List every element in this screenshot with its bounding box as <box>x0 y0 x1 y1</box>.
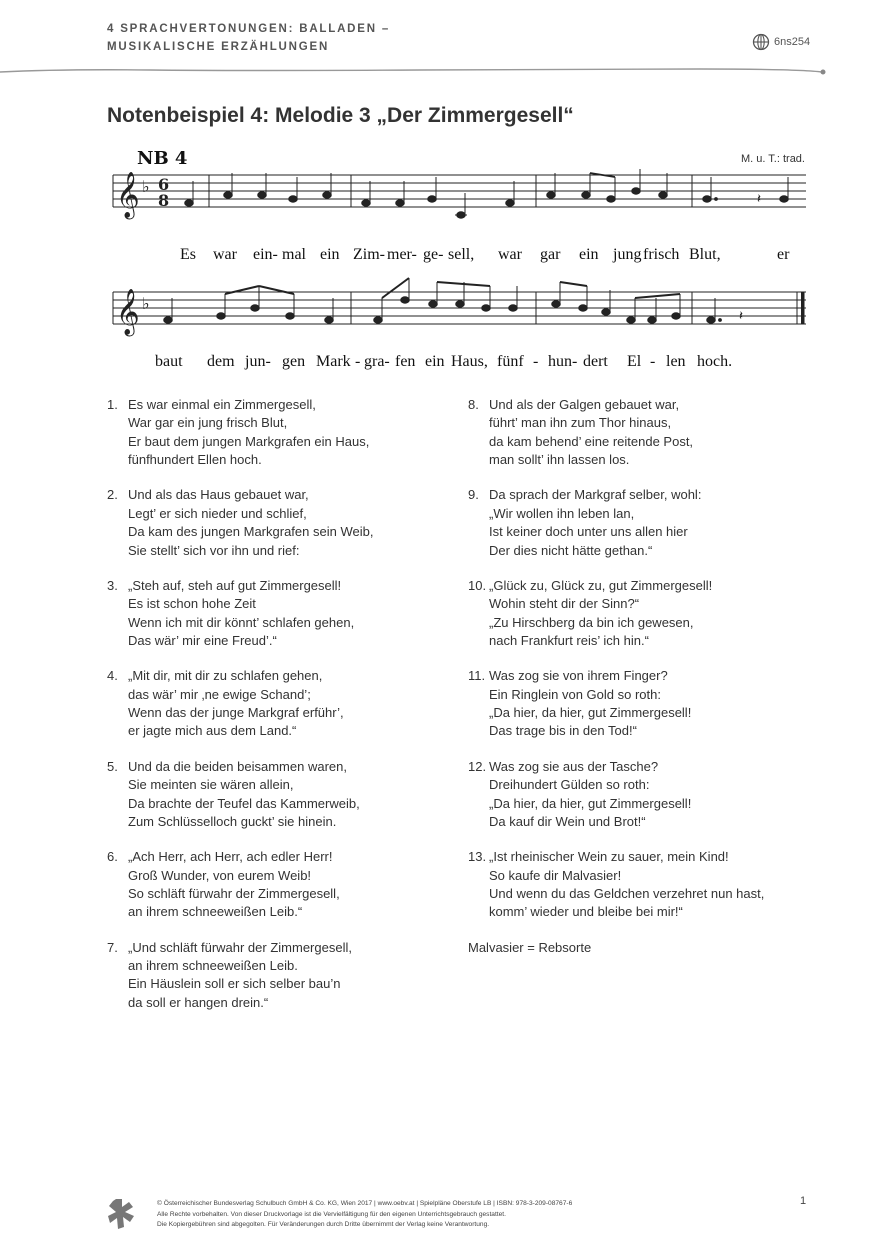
verse-line: Ist keiner doch unter uns allen hier <box>489 524 688 540</box>
lyric: - <box>533 353 539 370</box>
verse <box>107 848 373 922</box>
lyric: len <box>666 353 686 370</box>
footer-line-1: © Österreichischer Bundesverlag Schulbuch GmbH & Co. KG, Wien 2017 | www.oebv.at | Spielpläne Oberstufe LB | ISBN: 978-3-209-08767-6 <box>157 1200 573 1207</box>
verse <box>107 396 373 470</box>
verse-line: „Und schläft fürwahr der Zimmergesell, <box>128 939 352 955</box>
verse-number: 2. <box>107 487 118 503</box>
verse-line: So kaufe dir Malvasier! <box>489 867 622 883</box>
lyric: fen <box>395 353 416 370</box>
verse-line: Da kauf dir Wein und Brot!“ <box>489 813 646 829</box>
lyric: er <box>777 246 790 263</box>
verse-line: Was zog sie aus der Tasche? <box>489 758 659 774</box>
footer-copyright <box>157 1199 572 1231</box>
verse-line: Das trage bis in den Tod!“ <box>489 723 637 739</box>
verse <box>107 577 373 651</box>
music-score <box>0 0 890 400</box>
verse-line: nach Frankfurt reis’ ich hin.“ <box>489 633 649 649</box>
verse-line: führt’ man ihn zum Thor hinaus, <box>489 415 672 431</box>
flat-2: ♭ <box>142 294 150 313</box>
header-line-2: MUSIKALISCHE ERZÄHLUNGEN <box>107 41 330 53</box>
verse-number: 6. <box>107 849 118 865</box>
verse-line: da soll er hangen drein.“ <box>128 994 269 1010</box>
lyric: dem <box>207 353 235 370</box>
lyric: frisch <box>643 246 680 263</box>
lyric: war <box>498 246 522 263</box>
verse-line: Ein Häuslein soll er sich selber bau’n <box>128 976 341 992</box>
lyric: war <box>213 246 237 263</box>
verse-line: So schläft fürwahr der Zimmergesell, <box>128 885 340 901</box>
staff-1 <box>113 175 806 207</box>
verse-line: Er baut dem jungen Markgrafen ein Haus, <box>128 433 370 449</box>
verse-line: Zum Schlüsselloch guckt’ sie hinein. <box>128 813 337 829</box>
verse-line: Wenn das der junge Markgraf erführ’, <box>128 705 344 721</box>
verse-line: Da kam des jungen Markgrafen sein Weib, <box>128 524 374 540</box>
verse-line: Dreihundert Gülden so roth: <box>489 777 650 793</box>
verse-line: Und als das Haus gebauet war, <box>128 487 309 503</box>
verse <box>468 396 764 470</box>
lyric: fünf <box>497 353 524 370</box>
score-label: NB 4 <box>137 148 188 169</box>
lyric: jung <box>613 246 642 263</box>
verse-number: 12. <box>468 758 487 774</box>
lyric: Mark <box>316 353 351 370</box>
verse-line: „Mit dir, mit dir zu schlafen gehen, <box>128 668 323 684</box>
lyric: hoch. <box>697 353 733 370</box>
verse-line: Es war einmal ein Zimmergesell, <box>128 397 316 412</box>
lyric: El <box>627 353 642 370</box>
verse-line: Groß Wunder, von eurem Weib! <box>128 867 312 883</box>
lyric: Es <box>180 246 196 263</box>
lyric: dert <box>583 353 608 370</box>
header-line-1: 4 SPRACHVERTONUNGEN: BALLADEN – <box>107 23 391 35</box>
verse-number: 8. <box>468 397 479 412</box>
verse-line: Und wenn du das Geldchen verzehret nun hast, <box>489 885 765 901</box>
lyric: hun- <box>548 353 578 370</box>
verse-line: komm’ wieder und bleibe bei mir!“ <box>489 904 683 920</box>
verse-line: Das wär’ mir eine Freud’.“ <box>128 633 277 649</box>
verse-line: an ihrem schneeweißen Leib. <box>128 957 298 973</box>
verse <box>107 758 373 832</box>
footer-line-2: Alle Rechte vorbehalten. Von dieser Druckvorlage ist die Vervielfältigung für den eigenen Unterrichtsgebrauch gestattet. <box>157 1210 506 1218</box>
verse <box>468 577 764 651</box>
verse-line: man sollt’ ihn lassen los. <box>489 452 630 468</box>
verse-line: fünfhundert Ellen hoch. <box>128 452 262 468</box>
lyric: ein <box>579 246 599 263</box>
lyric: jun- <box>245 353 271 370</box>
verse-line: er jagte mich aus dem Land.“ <box>128 723 297 739</box>
verse-line: da kam behend’ eine reitende Post, <box>489 433 694 449</box>
verse <box>468 486 764 560</box>
lyric: ge- <box>423 246 444 263</box>
verse-line: „Wir wollen ihn leben lan, <box>489 505 635 521</box>
verses-right <box>468 396 764 957</box>
footer-line-3: Die Kopiergebühren sind abgegolten. Für Veränderungen durch Dritte übernimmt der Verlag keine Verantwortung. <box>157 1221 490 1228</box>
flat-1: ♭ <box>142 177 150 196</box>
verse-line: Wenn ich mit dir könnt’ schlafen gehen, <box>128 614 355 630</box>
lyric: gen <box>282 353 306 370</box>
verse-number: 5. <box>107 758 118 774</box>
rest-1: 𝄽 <box>757 192 761 207</box>
lyric: mer- <box>387 246 417 263</box>
time-top: 6 <box>158 175 170 194</box>
publisher-logo-icon <box>107 1197 139 1231</box>
lyric: ein <box>320 246 340 263</box>
verse-number: 4. <box>107 668 118 684</box>
page-number: 1 <box>800 1195 807 1207</box>
lyric: Blut, <box>689 246 721 263</box>
score-credit: M. u. T.: trad. <box>741 153 805 165</box>
lyric: ein <box>425 353 445 370</box>
treble-clef-2: 𝄞 <box>116 289 140 335</box>
lyric: ein- <box>253 246 278 263</box>
verse-line: Legt’ er sich nieder und schlief, <box>128 505 307 521</box>
footnote: Malvasier = Rebsorte <box>468 939 592 955</box>
verse-line: das wär’ mir ‚ne ewige Schand’; <box>128 686 311 702</box>
staff-2 <box>113 292 806 324</box>
web-code-label: 6ns254 <box>774 36 811 48</box>
time-bottom: 8 <box>158 191 170 210</box>
verse-line: Da brachte der Teufel das Kammerweib, <box>128 795 360 811</box>
lyric: baut <box>155 353 183 370</box>
verse <box>107 939 373 1013</box>
verse-number: 9. <box>468 487 479 503</box>
verse-line: Wohin steht dir der Sinn?“ <box>489 596 640 612</box>
verse-line: „Steh auf, steh auf gut Zimmergesell! <box>128 577 342 593</box>
verse-line: Da sprach der Markgraf selber, wohl: <box>489 487 702 503</box>
lyric: Haus, <box>451 353 488 370</box>
lyric: sell, <box>448 246 475 263</box>
lyric: Zim- <box>353 246 385 263</box>
verse-line: Der dies nicht hätte gethan.“ <box>489 542 653 558</box>
lyric: mal <box>282 246 306 263</box>
verse <box>468 667 764 741</box>
verse <box>107 667 373 741</box>
verse-line: „Zu Hirschberg da bin ich gewesen, <box>489 614 694 630</box>
verse-line: an ihrem schneeweißen Leib.“ <box>128 904 303 920</box>
verse-line: Es ist schon hohe Zeit <box>128 596 256 612</box>
verse <box>468 758 764 832</box>
verse-line: Sie meinten sie wären allein, <box>128 777 294 793</box>
verse-line: Ein Ringlein von Gold so roth: <box>489 686 661 702</box>
verse-line: „Ist rheinischer Wein zu sauer, mein Kind! <box>489 849 729 865</box>
rest-2: 𝄽 <box>739 309 743 324</box>
verse-line: Was zog sie von ihrem Finger? <box>489 668 668 684</box>
notes-staff-1 <box>185 169 789 218</box>
verses-left <box>107 396 373 1029</box>
verse-number: 3. <box>107 577 118 593</box>
verse-number: 10. <box>468 577 487 593</box>
verse-line: „Glück zu, Glück zu, gut Zimmergesell! <box>489 577 713 593</box>
verse-number: 11. <box>468 668 486 684</box>
verse-line: „Da hier, da hier, gut Zimmergesell! <box>489 705 692 721</box>
verse <box>468 848 764 922</box>
treble-clef-1: 𝄞 <box>116 172 140 218</box>
verse-line: War gar ein jung frisch Blut, <box>128 415 288 431</box>
lyric: gra- <box>364 353 390 370</box>
verse-number: 1. <box>107 397 118 412</box>
lyric: gar <box>540 246 561 263</box>
lyric: - <box>650 353 656 370</box>
verse-line: Sie stellt’ sich vor ihn und rief: <box>128 542 300 558</box>
verse-number: 13. <box>468 849 487 865</box>
lyric: - <box>355 353 361 370</box>
verse-line: Und als der Galgen gebauet war, <box>489 397 680 412</box>
beams-staff-2 <box>225 278 680 298</box>
verse-number: 7. <box>107 939 118 955</box>
verse <box>107 486 373 560</box>
verse-line: „Ach Herr, ach Herr, ach edler Herr! <box>128 849 333 865</box>
verse-line: „Da hier, da hier, gut Zimmergesell! <box>489 795 692 811</box>
verse-line: Und da die beiden beisammen waren, <box>128 758 347 774</box>
page-title: Notenbeispiel 4: Melodie 3 „Der Zimmergesell“ <box>107 104 574 127</box>
